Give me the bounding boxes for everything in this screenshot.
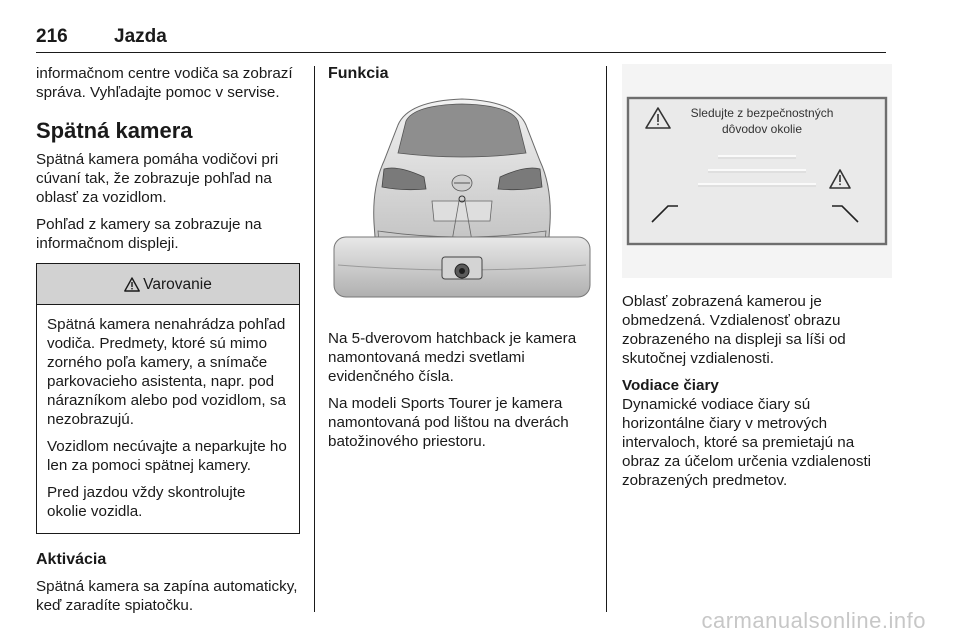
warning-triangle-icon (124, 277, 140, 292)
section-heading-guide-lines: Vodiace čiary (622, 377, 719, 394)
display-description: Oblasť zobrazená kamerou je obmedzená. Vzdialenosť obrazu zobrazeného na displeji sa líši od skutočnej vzdialenosti. (622, 293, 846, 367)
car-rear-figure (328, 91, 596, 319)
function-text-1: Na 5-dverovom hatchback je kamera namontovaná medzi svetlami evidenčného čísla. (328, 330, 577, 385)
guide-lines-text: Dynamické vodiace čiary sú horizontálne čiary v metrových intervaloch, ktoré sa premietajú na obraz za účelom určenia vzdialenosti zobrazených predmetov. (622, 396, 872, 489)
column-divider-2 (606, 66, 607, 612)
section-heading-function: Funkcia (328, 65, 389, 82)
column-left (36, 64, 298, 623)
warning-body (37, 305, 299, 533)
camera-display-illustration (622, 64, 892, 278)
watermark: carmanualsonline.info (701, 608, 926, 633)
warning-text-1: Spätná kamera nenahrádza pohľad vodiča. Predmety, ktoré sú mimo zorného poľa kamery, a snímače parkovacieho asistenta, napr. pod nárazníkom alebo pod vozidlom, sa nezobrazujú. (47, 316, 286, 428)
warning-text-2: Vozidlom necúvajte a neparkujte ho len za pomoci spätnej kamery. (47, 438, 287, 474)
warning-text-3: Pred jazdou vždy skontrolujte okolie vozidla. (47, 484, 246, 520)
page-number: 216 (36, 26, 68, 47)
column-middle (328, 64, 596, 459)
car-rear-illustration (328, 91, 596, 319)
intro-text: informačnom centre vodiča sa zobrazí správa. Vyhľadajte pomoc v servise. (36, 65, 293, 101)
display-text-line1: Sledujte z bezpečnostných (690, 106, 834, 120)
activation-text: Spätná kamera sa zapína automaticky, keď zaradíte spiatočku. (36, 578, 298, 614)
chapter-title: Jazda (114, 26, 167, 47)
section-heading-activation: Aktivácia (36, 551, 107, 568)
rear-camera-text-1: Spätná kamera pomáha vodičovi pri cúvaní tak, že zobrazuje pohľad na oblasť za vozidlom. (36, 151, 279, 206)
rear-camera-text-2: Pohľad z kamery sa zobrazuje na informačnom displeji. (36, 216, 262, 252)
warning-box (36, 263, 300, 534)
column-divider-1 (314, 66, 315, 612)
column-right (622, 64, 892, 498)
warning-header (37, 264, 299, 305)
page-header (36, 26, 886, 53)
display-text-line2: dôvodov okolie (721, 122, 803, 136)
warning-title: Varovanie (143, 275, 212, 293)
section-heading-rear-camera: Spätná kamera (36, 118, 193, 143)
camera-display-figure (622, 64, 892, 278)
function-text-2: Na modeli Sports Tourer je kamera namontovaná pod lištou na dverách batožinového priestoru. (328, 395, 569, 450)
